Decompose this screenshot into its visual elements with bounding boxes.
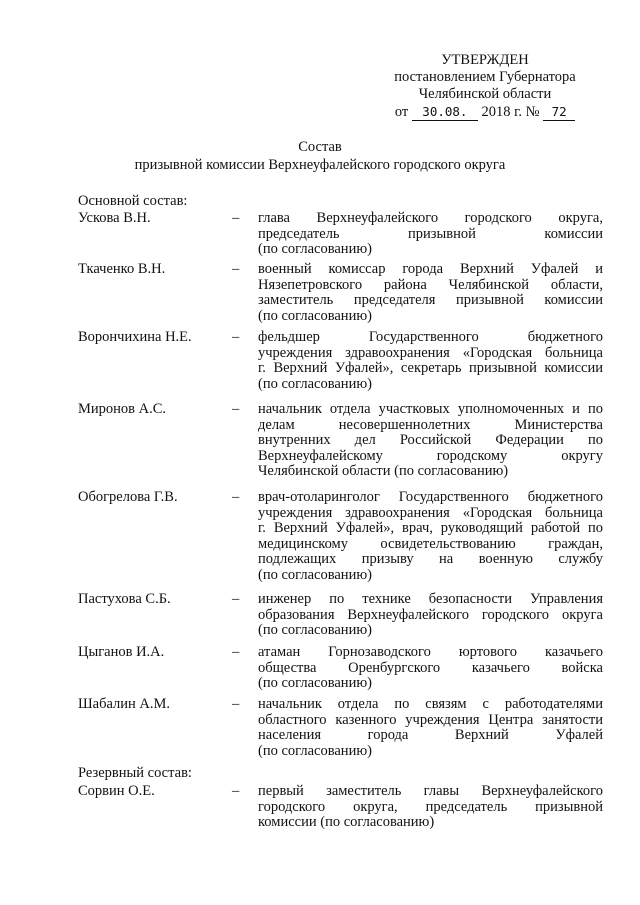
- member-name: Сорвин О.Е.: [78, 783, 155, 799]
- description-line: учреждения здравоохранения «Городская больница: [258, 504, 603, 521]
- description-line: (по согласованию): [258, 375, 372, 392]
- description-line: врач-отоларинголог Государственного бюджетного: [258, 489, 603, 505]
- member-dash: –: [232, 261, 240, 277]
- member-description: [258, 262, 603, 324]
- year-text: 2018 г. №: [481, 104, 540, 120]
- description-line: (по согласованию): [258, 566, 372, 583]
- member-name: Шабалин А.М.: [78, 696, 170, 712]
- date-value: 30.08.: [412, 103, 478, 121]
- document-title: [0, 138, 640, 174]
- description-line: (по согласованию): [258, 742, 372, 759]
- description-line: городского округа, председатель призывной: [258, 798, 603, 815]
- member-description: [258, 784, 603, 831]
- member-description: [258, 697, 603, 759]
- number-value: 72: [543, 103, 575, 121]
- approval-line-1: постановлением Губернатора: [394, 69, 576, 85]
- description-line: начальник отдела участковых уполномоченных и по: [258, 401, 603, 417]
- title-line-2: призывной комиссии Верхнеуфалейского городского округа: [134, 157, 506, 173]
- approval-date-line: [360, 103, 610, 121]
- member-dash: –: [232, 489, 240, 505]
- member-dash: –: [232, 783, 240, 799]
- member-dash: –: [232, 401, 240, 417]
- member-name: Ткаченко В.Н.: [78, 261, 166, 277]
- member-name: Пастухова С.Б.: [78, 591, 171, 607]
- description-line: (по согласованию): [258, 622, 372, 639]
- member-description: [258, 211, 603, 258]
- description-line: военный комиссар города Верхний Уфалей и: [258, 261, 603, 277]
- description-line: председатель призывной комиссии: [258, 225, 603, 242]
- approval-line-2: Челябинской области: [418, 86, 552, 102]
- description-line: Верхнеуфалейскому городскому округу: [258, 447, 603, 464]
- member-dash: –: [232, 644, 240, 660]
- description-line: (по согласованию): [258, 241, 372, 258]
- member-name: Цыганов И.А.: [78, 644, 165, 660]
- member-description: [258, 592, 603, 639]
- description-line: медицинскому освидетельствованию граждан,: [258, 535, 603, 552]
- description-line: подлежащих призыву на военную службу: [258, 551, 603, 568]
- approval-heading: УТВЕРЖДЕН: [441, 52, 529, 68]
- description-line: глава Верхнеуфалейского городского округа,: [258, 210, 603, 226]
- description-line: (по согласованию): [258, 675, 372, 692]
- description-line: населения города Верхний Уфалей: [258, 727, 603, 744]
- date-prefix: от: [394, 104, 409, 120]
- description-line: комиссии (по согласованию): [258, 814, 435, 831]
- member-dash: –: [232, 210, 240, 226]
- description-line: областного казенного учреждения Центра занятости: [258, 711, 603, 728]
- approval-block: [360, 52, 610, 121]
- main-section-label: Основной состав:: [78, 193, 188, 209]
- member-description: [258, 645, 603, 692]
- member-description: [258, 330, 603, 392]
- description-line: инженер по технике безопасности Управления: [258, 591, 603, 607]
- title-line-1: Состав: [298, 139, 342, 155]
- member-dash: –: [232, 696, 240, 712]
- description-line: фельдшер Государственного бюджетного: [258, 329, 603, 345]
- description-line: начальник отдела по связям с работодателями: [258, 696, 603, 712]
- description-line: делам несовершеннолетних Министерства: [258, 416, 603, 433]
- member-name: Ускова В.Н.: [78, 210, 151, 226]
- reserve-section-label: Резервный состав:: [78, 765, 192, 781]
- description-line: г. Верхний Уфалей», секретарь призывной комиссии: [258, 360, 603, 377]
- description-line: внутренних дел Российской Федерации по: [258, 432, 603, 449]
- member-name: Миронов А.С.: [78, 401, 167, 417]
- description-line: учреждения здравоохранения «Городская больница: [258, 344, 603, 361]
- description-line: образования Верхнеуфалейского городского округа: [258, 606, 603, 623]
- description-line: атаман Горнозаводского юртового казачьего: [258, 644, 603, 660]
- description-line: общества Оренбургского казачьего войска: [258, 659, 603, 676]
- description-line: (по согласованию): [258, 307, 372, 324]
- member-dash: –: [232, 591, 240, 607]
- member-dash: –: [232, 329, 240, 345]
- member-name: Обогрелова Г.В.: [78, 489, 178, 505]
- member-description: [258, 402, 603, 480]
- description-line: первый заместитель главы Верхнеуфалейского: [258, 783, 603, 799]
- description-line: заместитель председателя призывной комиссии: [258, 292, 603, 309]
- member-description: [258, 490, 603, 584]
- description-line: Нязепетровского района Челябинской области,: [258, 276, 603, 293]
- description-line: г. Верхний Уфалей», врач, руководящий работой по: [258, 520, 603, 537]
- description-line: Челябинской области (по согласованию): [258, 463, 509, 480]
- member-name: Ворончихина Н.Е.: [78, 329, 192, 345]
